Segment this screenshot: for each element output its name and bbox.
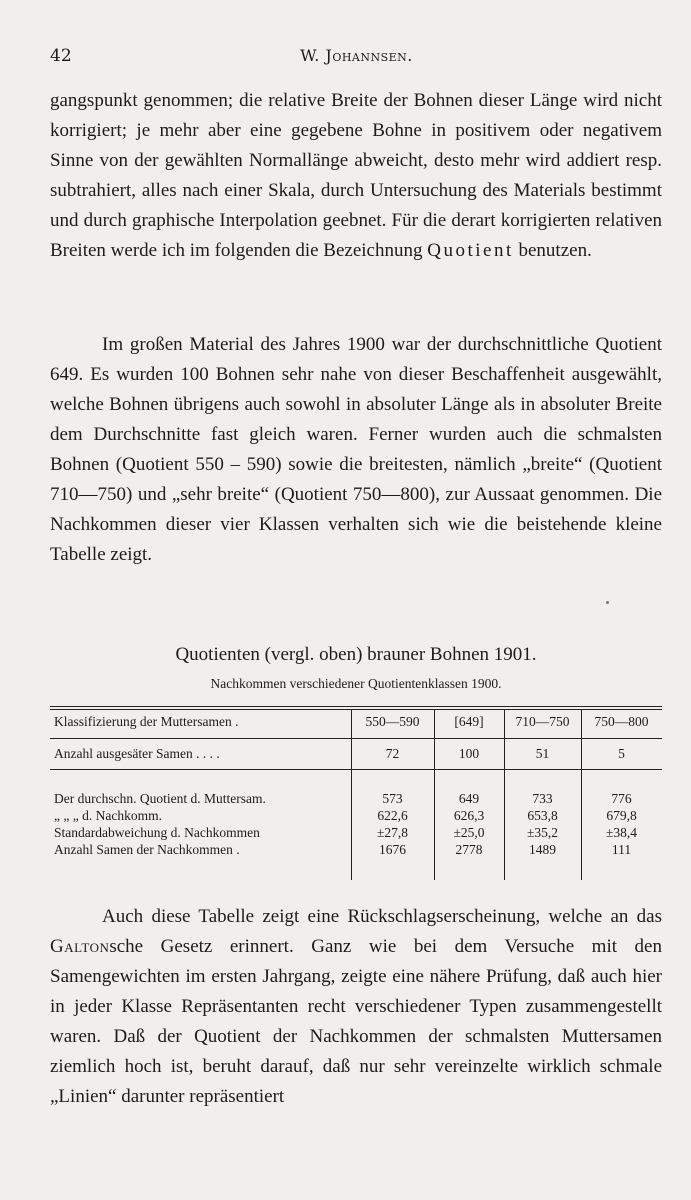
row-label: Der durchschn. Quotient d. Muttersam. (54, 791, 266, 806)
table-cell: ±27,8 (376, 825, 409, 840)
table-cell: 111 (611, 842, 632, 857)
print-speck (606, 601, 609, 604)
table-cell: 72 (385, 746, 400, 761)
table-rule-body (50, 769, 662, 770)
paragraph-1-text: gangspunkt genommen; die relative Breite der Bohnen dieser Länge wird nicht korrigiert; je mehr aber eine gegebene Bohne in positivem oder negativem Sinne von der gewählten Normallänge abweicht, desto mehr wird addiert resp. subtrahiert, alles nach einer Skala, durch Untersuchung des Materials bestimmt und durch graphische Interpolation geebnet. Für die derart korrigierten relativen Breiten werde ich im folgenden die Bezeichnung (50, 90, 662, 261)
table-cell: 733 (532, 791, 553, 806)
row-label: „ „ „ d. Nachkomm. (54, 808, 162, 823)
table-cell: 649 (458, 791, 480, 806)
paragraph-3-text: Auch diese Tabelle zeigt eine Rückschlagserscheinung, welche an das (102, 906, 662, 927)
table-cell: 776 (611, 791, 632, 806)
table-cell: 51 (535, 746, 550, 761)
term-quotient: Quotient (427, 240, 514, 261)
table-header-label: Klassifizierung der Muttersamen . (54, 714, 239, 729)
table-cell: 5 (618, 746, 625, 761)
paragraph-2: Im großen Material des Jahres 1900 war der durchschnittliche Quotient 649. Es wurden 100 Bohnen sehr nahe von dieser Beschaffenheit ausgewählt, welche Bohnen übrigens auch sowohl in absoluter Länge als in absoluter Breite dem Durchschnitte fast gleich waren. Ferner wurden auch die schmalsten Bohnen (Quotient 550 – 590) sowie die breitesten, nämlich „breite“ (Quotient 710—750) und „sehr breite“ (Quotient 750—800), zur Aussaat genommen. Die Nachkommen dieser vier Klassen verhalten sich wie die beistehende kleine Tabelle zeigt. (50, 334, 662, 565)
name-galton: Galton (50, 936, 110, 957)
table-cell: 679,8 (606, 808, 637, 823)
table-cell: ±25,0 (453, 825, 485, 840)
table-cell: 573 (382, 791, 403, 806)
table-rule-top (50, 706, 662, 707)
data-table (50, 702, 662, 882)
page-number: 42 (50, 46, 72, 66)
table-cell: 622,6 (377, 808, 408, 823)
paragraph-3 (50, 902, 662, 1112)
table-caption: Quotienten (vergl. oben) brauner Bohnen 1901. (175, 644, 537, 665)
column-header: [649] (454, 714, 484, 729)
table-cell: 626,3 (453, 808, 485, 823)
table-rule-header (50, 738, 662, 739)
table-rule-top-inner (50, 709, 662, 710)
column-header: 750—800 (594, 714, 649, 729)
table-cell: 1489 (529, 842, 556, 857)
table-cell: ±35,2 (526, 825, 559, 840)
row-label: Anzahl Samen der Nachkommen . (54, 842, 240, 857)
row-label-anzahl-ausgesaet: Anzahl ausgesäter Samen . . . . (54, 746, 220, 761)
table-cell: 2778 (455, 842, 483, 857)
table-cell: 100 (458, 746, 480, 761)
paragraph-3-end: sche Gesetz erinnert. Ganz wie bei dem Versuche mit den Samengewichten im ersten Jahrgang, zeigte eine nähere Prüfung, daß auch hier in jeder Klasse Repräsentanten recht verschiedener Typen zusammengestellt waren. Daß der Quotient der Nachkommen der schmalsten Muttersamen ziemlich hoch ist, beruht darauf, daß nur sehr vereinzelte wirklich schmale „Linien“ darunter repräsentiert (50, 936, 662, 1107)
paragraph-1 (50, 86, 662, 266)
row-label: Standardabweichung d. Nachkommen (54, 825, 260, 840)
table-cell: ±38,4 (605, 825, 638, 840)
table-cell: 653,8 (527, 808, 558, 823)
paragraph-1-end: benutzen. (513, 240, 592, 261)
table-subcaption: Nachkommen verschiedener Quotientenklassen 1900. (210, 676, 502, 691)
column-header: 710—750 (515, 714, 570, 729)
page-header (50, 46, 663, 70)
table-cell: 1676 (379, 842, 406, 857)
column-header: 550—590 (365, 714, 420, 729)
running-head: W. Johannsen. (300, 46, 413, 65)
